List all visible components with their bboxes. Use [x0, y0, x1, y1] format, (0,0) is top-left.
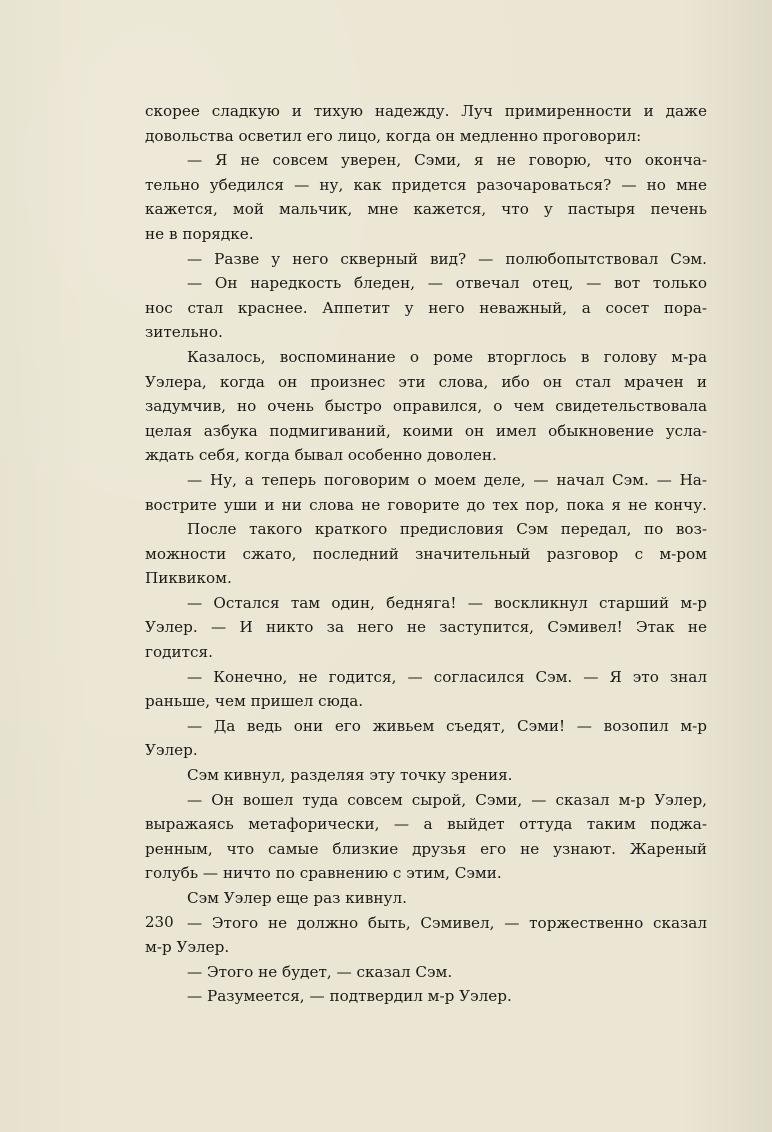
text-line: довольства осветил его лицо, когда он медленно проговорил: — [145, 126, 642, 145]
text-line: — Остался там один, бедняга! — воскликнул старший м-р — [187, 593, 707, 612]
text-line: Казалось, воспоминание о роме вторглось в голову м-ра — [187, 347, 707, 366]
text-line: зительно. — [145, 323, 223, 342]
text-line: кажется, мой мальчик, мне кажется, что у пастыря печень — [145, 200, 707, 219]
text-line: — Конечно, не годится, — согласился Сэм. — Я это знал — [187, 667, 707, 686]
text-line: нос стал краснее. Аппетит у него неважный, а сосет пора- — [145, 298, 707, 317]
text-line: можности сжато, последний значительный разговор с м-ром — [145, 544, 707, 563]
text-line: — Этого не должно быть, Сэмивел, — торжественно сказал — [187, 913, 707, 932]
text-line: голубь — ничто по сравнению с этим, Сэми. — [145, 864, 502, 883]
text-line: ренным, что самые близкие друзья его не узнают. Жареный — [145, 839, 707, 858]
text-line: Уэлер. — И никто за него не заступится, Сэмивел! Этак не — [145, 618, 707, 637]
text-line: годится. — [145, 643, 213, 662]
text-line: Уэлера, когда он произнес эти слова, ибо он стал мрачен и — [145, 372, 707, 391]
text-line: Пиквиком. — [145, 569, 232, 588]
page-number: 230 — [145, 913, 174, 931]
body-text — [145, 99, 707, 1009]
text-line: — Ну, а теперь поговорим о моем деле, — начал Сэм. — На- — [187, 470, 707, 489]
text-line: — Разве у него скверный вид? — полюбопытствовал Сэм. — [187, 249, 707, 268]
text-line: задумчив, но очень быстро оправился, о чем свидетельствовала — [145, 397, 707, 416]
text-line: Уэлер. — [145, 741, 198, 760]
text-line: После такого краткого предисловия Сэм передал, по воз- — [187, 520, 707, 539]
text-line: Сэм Уэлер еще раз кивнул. — [187, 889, 407, 907]
text-line: — Разумеется, — подтвердил м-р Уэлер. — [187, 987, 512, 1006]
text-line: вострите уши и ни слова не говорите до тех пор, пока я не кончу. — [145, 495, 707, 514]
text-line: — Этого не будет, — сказал Сэм. — [187, 962, 453, 981]
text-line: раньше, чем пришел сюда. — [145, 692, 364, 711]
text-line: — Он вошел туда совсем сырой, Сэми, — сказал м-р Уэлер, — [187, 790, 707, 809]
text-line: целая азбука подмигиваний, коими он имел обыкновение усла- — [145, 421, 707, 440]
text-line: не в порядке. — [145, 224, 254, 243]
text-line: Сэм кивнул, разделяя эту точку зрения. — [187, 766, 513, 785]
text-line: скорее сладкую и тихую надежду. Луч примиренности и даже — [145, 102, 707, 120]
text-line: — Да ведь они его живьем съедят, Сэми! — возопил м-р — [187, 716, 707, 735]
text-line: выражаясь метафорически, — а выйдет оттуда таким поджа- — [145, 815, 707, 834]
text-line: — Он наредкость бледен, — отвечал отец, — вот только — [187, 274, 707, 293]
text-line: ждать себя, когда бывал особенно доволен. — [145, 446, 497, 465]
text-line: тельно убедился — ну, как придется разочароваться? — но мне — [145, 175, 707, 194]
text-line: — Я не совсем уверен, Сэми, я не говорю, что оконча- — [187, 151, 707, 170]
text-line: м-р Уэлер. — [145, 938, 230, 957]
